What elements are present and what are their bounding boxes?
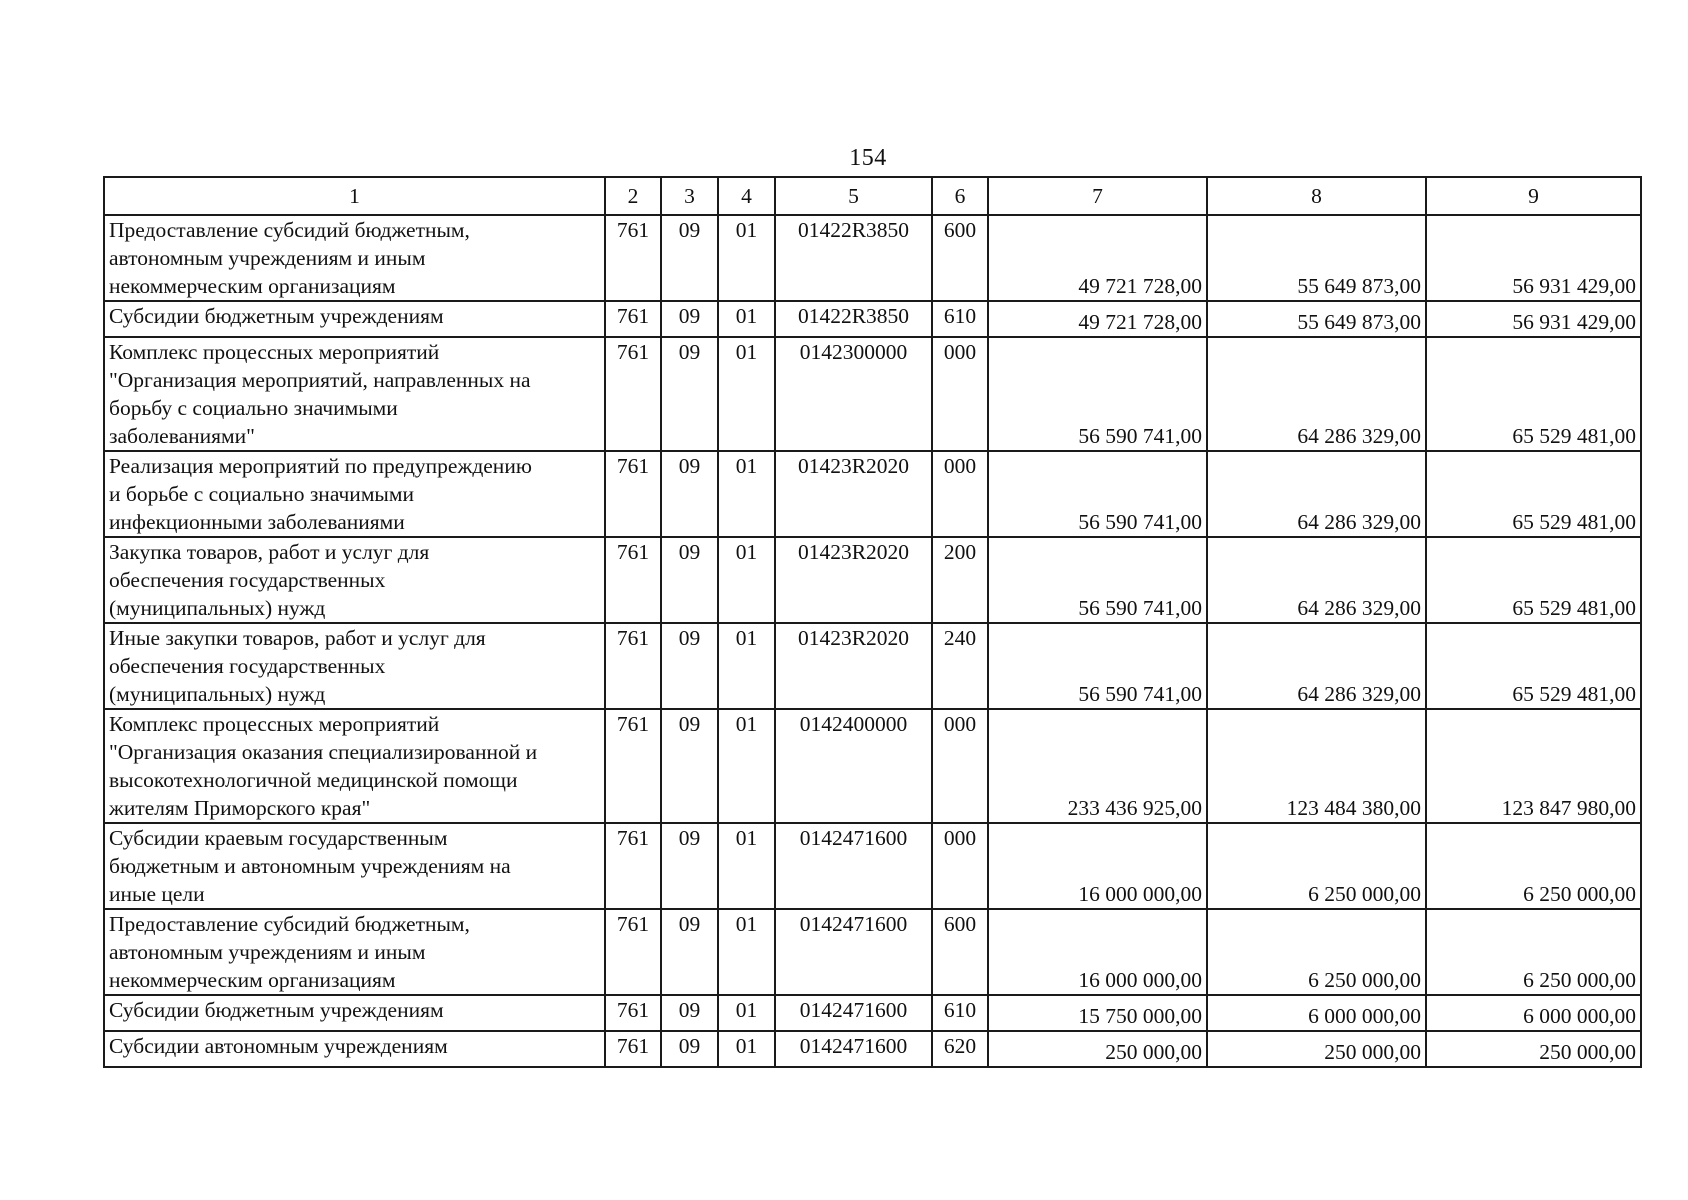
amount-cell-year-2: 250 000,00 [1207,1031,1426,1067]
row-name-cell [104,451,605,537]
admin-code-cell: 761 [605,337,661,451]
amount-cell-year-3: 123 847 980,00 [1426,709,1641,823]
target-article-cell: 0142471600 [775,823,932,909]
column-header: 9 [1426,177,1641,215]
admin-code-cell: 761 [605,909,661,995]
expense-type-cell: 000 [932,451,988,537]
row-name-line: автономным учреждениям и иным [109,246,426,270]
amount-cell-year-2: 55 649 873,00 [1207,301,1426,337]
column-header: 5 [775,177,932,215]
table-row [104,1031,1641,1067]
subsection-code-cell: 01 [718,909,775,995]
amount-cell-year-3: 56 931 429,00 [1426,301,1641,337]
expense-type-cell: 600 [932,909,988,995]
table-row [104,537,1641,623]
target-article-cell: 01422R3850 [775,301,932,337]
subsection-code-cell: 01 [718,995,775,1031]
amount-cell-year-2: 64 286 329,00 [1207,623,1426,709]
table-row [104,337,1641,451]
amount-cell-year-3: 6 250 000,00 [1426,823,1641,909]
target-article-cell: 0142300000 [775,337,932,451]
expense-type-cell: 200 [932,537,988,623]
amount-cell-year-1: 16 000 000,00 [988,909,1207,995]
row-name-line: Реализация мероприятий по предупреждению [109,454,532,478]
amount-cell-year-1: 233 436 925,00 [988,709,1207,823]
section-code-cell: 09 [661,709,718,823]
admin-code-cell: 761 [605,709,661,823]
row-name-line: Субсидии бюджетным учреждениям [109,304,444,328]
amount-cell-year-1: 56 590 741,00 [988,451,1207,537]
target-article-cell: 01423R2020 [775,537,932,623]
table-row [104,623,1641,709]
expense-type-cell: 620 [932,1031,988,1067]
amount-cell-year-2: 6 250 000,00 [1207,823,1426,909]
amount-cell-year-1: 16 000 000,00 [988,823,1207,909]
subsection-code-cell: 01 [718,451,775,537]
row-name-line: обеспечения государственных [109,654,386,678]
amount-cell-year-2: 64 286 329,00 [1207,537,1426,623]
row-name-cell [104,337,605,451]
subsection-code-cell: 01 [718,215,775,301]
column-header: 6 [932,177,988,215]
section-code-cell: 09 [661,909,718,995]
column-header: 4 [718,177,775,215]
row-name-line: заболеваниями" [109,424,255,448]
admin-code-cell: 761 [605,1031,661,1067]
row-name-line: борьбу с социально значимыми [109,396,398,420]
row-name-line: Субсидии краевым государственным [109,826,448,850]
subsection-code-cell: 01 [718,709,775,823]
column-header: 2 [605,177,661,215]
row-name-line: некоммерческим организациям [109,968,396,992]
target-article-cell: 01423R2020 [775,623,932,709]
column-header: 3 [661,177,718,215]
subsection-code-cell: 01 [718,337,775,451]
section-code-cell: 09 [661,337,718,451]
admin-code-cell: 761 [605,301,661,337]
row-name-line: Предоставление субсидий бюджетным, [109,218,470,242]
admin-code-cell: 761 [605,995,661,1031]
row-name-cell [104,537,605,623]
row-name-line: жителям Приморского края" [109,796,371,820]
page-number: 154 [849,145,887,171]
amount-cell-year-1: 56 590 741,00 [988,337,1207,451]
table-body [104,177,1641,1067]
amount-cell-year-1: 56 590 741,00 [988,537,1207,623]
row-name-cell [104,709,605,823]
amount-cell-year-3: 65 529 481,00 [1426,537,1641,623]
column-header: 8 [1207,177,1426,215]
row-name-line: Субсидии бюджетным учреждениям [109,998,444,1022]
amount-cell-year-3: 56 931 429,00 [1426,215,1641,301]
row-name-line: Комплекс процессных мероприятий [109,340,440,364]
column-header: 1 [104,177,605,215]
row-name-line: Предоставление субсидий бюджетным, [109,912,470,936]
subsection-code-cell: 01 [718,623,775,709]
amount-cell-year-2: 6 000 000,00 [1207,995,1426,1031]
section-code-cell: 09 [661,215,718,301]
amount-cell-year-2: 64 286 329,00 [1207,451,1426,537]
row-name-line: некоммерческим организациям [109,274,396,298]
row-name-line: Иные закупки товаров, работ и услуг для [109,626,486,650]
row-name-line: (муниципальных) нужд [109,596,326,620]
table-row [104,301,1641,337]
subsection-code-cell: 01 [718,537,775,623]
table-row [104,995,1641,1031]
row-name-line: бюджетным и автономным учреждениям на [109,854,511,878]
target-article-cell: 01423R2020 [775,451,932,537]
section-code-cell: 09 [661,995,718,1031]
amount-cell-year-3: 250 000,00 [1426,1031,1641,1067]
section-code-cell: 09 [661,451,718,537]
row-name-line: высокотехнологичной медицинской помощи [109,768,518,792]
expense-type-cell: 000 [932,709,988,823]
header-row [104,177,1641,215]
subsection-code-cell: 01 [718,823,775,909]
admin-code-cell: 761 [605,537,661,623]
admin-code-cell: 761 [605,823,661,909]
target-article-cell: 0142471600 [775,909,932,995]
admin-code-cell: 761 [605,451,661,537]
amount-cell-year-3: 65 529 481,00 [1426,337,1641,451]
section-code-cell: 09 [661,301,718,337]
row-name-line: обеспечения государственных [109,568,386,592]
amount-cell-year-3: 65 529 481,00 [1426,623,1641,709]
expense-type-cell: 610 [932,995,988,1031]
target-article-cell: 0142471600 [775,995,932,1031]
amount-cell-year-1: 49 721 728,00 [988,301,1207,337]
amount-cell-year-2: 6 250 000,00 [1207,909,1426,995]
subsection-code-cell: 01 [718,1031,775,1067]
amount-cell-year-3: 6 250 000,00 [1426,909,1641,995]
row-name-cell [104,995,605,1031]
row-name-cell [104,823,605,909]
subsection-code-cell: 01 [718,301,775,337]
amount-cell-year-1: 49 721 728,00 [988,215,1207,301]
amount-cell-year-2: 55 649 873,00 [1207,215,1426,301]
expense-type-cell: 610 [932,301,988,337]
table-row [104,709,1641,823]
row-name-line: (муниципальных) нужд [109,682,326,706]
table-row [104,451,1641,537]
row-name-cell [104,301,605,337]
row-name-cell [104,215,605,301]
budget-table [103,176,1642,1068]
admin-code-cell: 761 [605,215,661,301]
row-name-line: инфекционными заболеваниями [109,510,405,534]
expense-type-cell: 600 [932,215,988,301]
row-name-line: "Организация мероприятий, направленных на [109,368,531,392]
target-article-cell: 01422R3850 [775,215,932,301]
table-row [104,909,1641,995]
section-code-cell: 09 [661,623,718,709]
row-name-line: автономным учреждениям и иным [109,940,426,964]
row-name-line: Закупка товаров, работ и услуг для [109,540,430,564]
section-code-cell: 09 [661,537,718,623]
amount-cell-year-1: 56 590 741,00 [988,623,1207,709]
amount-cell-year-1: 250 000,00 [988,1031,1207,1067]
table-row [104,823,1641,909]
column-header: 7 [988,177,1207,215]
expense-type-cell: 000 [932,823,988,909]
expense-type-cell: 240 [932,623,988,709]
table-row [104,215,1641,301]
row-name-line: и борьбе с социально значимыми [109,482,414,506]
section-code-cell: 09 [661,1031,718,1067]
expense-type-cell: 000 [932,337,988,451]
row-name-cell [104,909,605,995]
amount-cell-year-2: 123 484 380,00 [1207,709,1426,823]
target-article-cell: 0142400000 [775,709,932,823]
target-article-cell: 0142471600 [775,1031,932,1067]
admin-code-cell: 761 [605,623,661,709]
amount-cell-year-3: 65 529 481,00 [1426,451,1641,537]
row-name-cell [104,623,605,709]
row-name-line: "Организация оказания специализированной и [109,740,538,764]
row-name-line: иные цели [109,882,205,906]
amount-cell-year-3: 6 000 000,00 [1426,995,1641,1031]
row-name-line: Комплекс процессных мероприятий [109,712,440,736]
section-code-cell: 09 [661,823,718,909]
amount-cell-year-2: 64 286 329,00 [1207,337,1426,451]
row-name-cell [104,1031,605,1067]
amount-cell-year-1: 15 750 000,00 [988,995,1207,1031]
row-name-line: Субсидии автономным учреждениям [109,1034,448,1058]
